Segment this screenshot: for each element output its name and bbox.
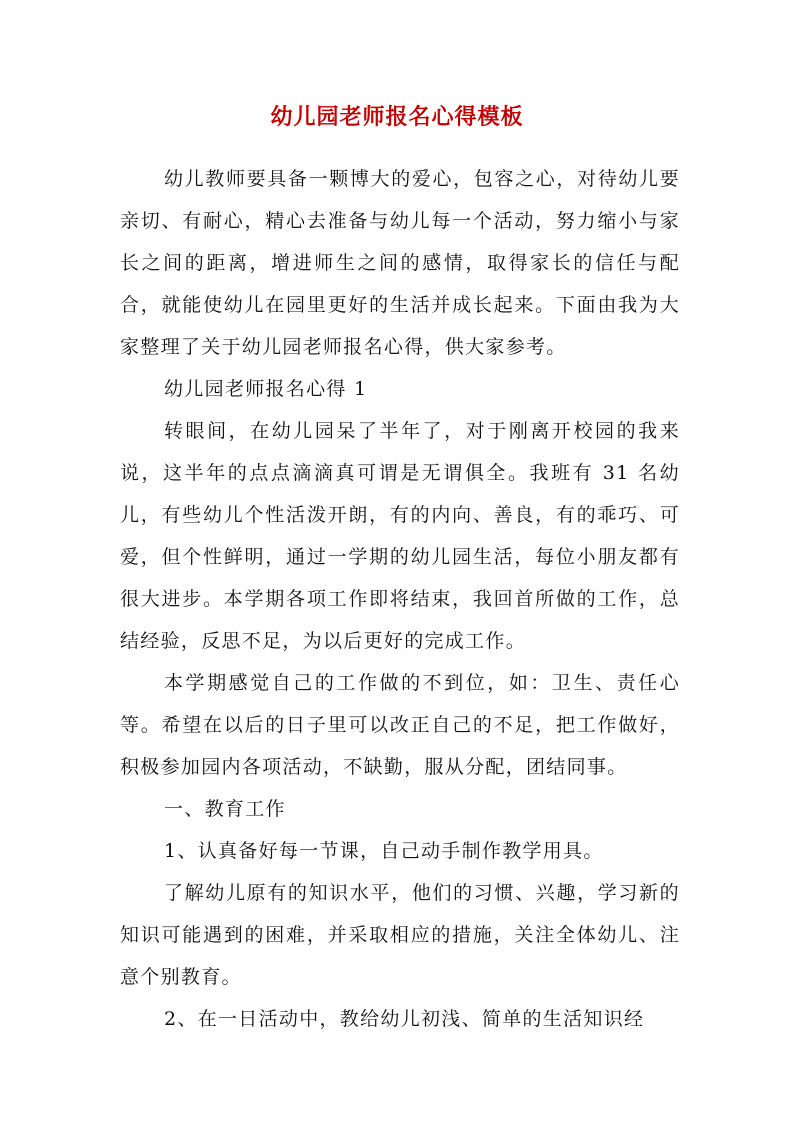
body-paragraph: 本学期感觉自己的工作做的不到位，如：卫生、责任心等。希望在以后的日子里可以改正自己的不足，把工作做好，积极参加园内各项活动，不缺勤，服从分配，团结同事。: [120, 672, 680, 778]
list-item: 2、在一日活动中，教给幼儿初浅、简单的生活知识经: [164, 1008, 645, 1030]
document-title: 幼儿园老师报名心得模板: [270, 104, 524, 130]
body-paragraph: 了解幼儿原有的知识水平，他们的习惯、兴趣，学习新的知识可能遇到的困难，并采取相应的措施，关注全体幼儿、注意个别教育。: [120, 882, 680, 988]
intro-paragraph: 幼儿教师要具备一颗博大的爱心，包容之心，对待幼儿要亲切、有耐心，精心去准备与幼儿每一个活动，努力缩小与家长之间的距离，增进师生之间的感情，取得家长的信任与配合，就能使幼儿在园里更好的生活并成长起来。下面由我为大家整理了关于幼儿园老师报名心得，供大家参考。: [120, 168, 680, 358]
body-paragraph: 转眼间，在幼儿园呆了半年了，对于刚离开校园的我来说，这半年的点点滴滴真可谓是无谓俱全。我班有 31 名幼儿，有些幼儿个性活泼开朗，有的内向、善良，有的乖巧、可爱，但个性鲜明，通过一学期的幼儿园生活，每位小朋友都有很大进步。本学期各项工作即将结束，我回首所做的工作，总结经验，反思不足，为以后更好的完成工作。: [120, 420, 680, 652]
section-heading: 幼儿园老师报名心得 1: [164, 378, 368, 400]
document-body: [120, 158, 680, 1040]
subsection-heading: 一、教育工作: [164, 798, 286, 820]
list-item: 1、认真备好每一节课，自己动手制作教学用具。: [164, 840, 604, 862]
